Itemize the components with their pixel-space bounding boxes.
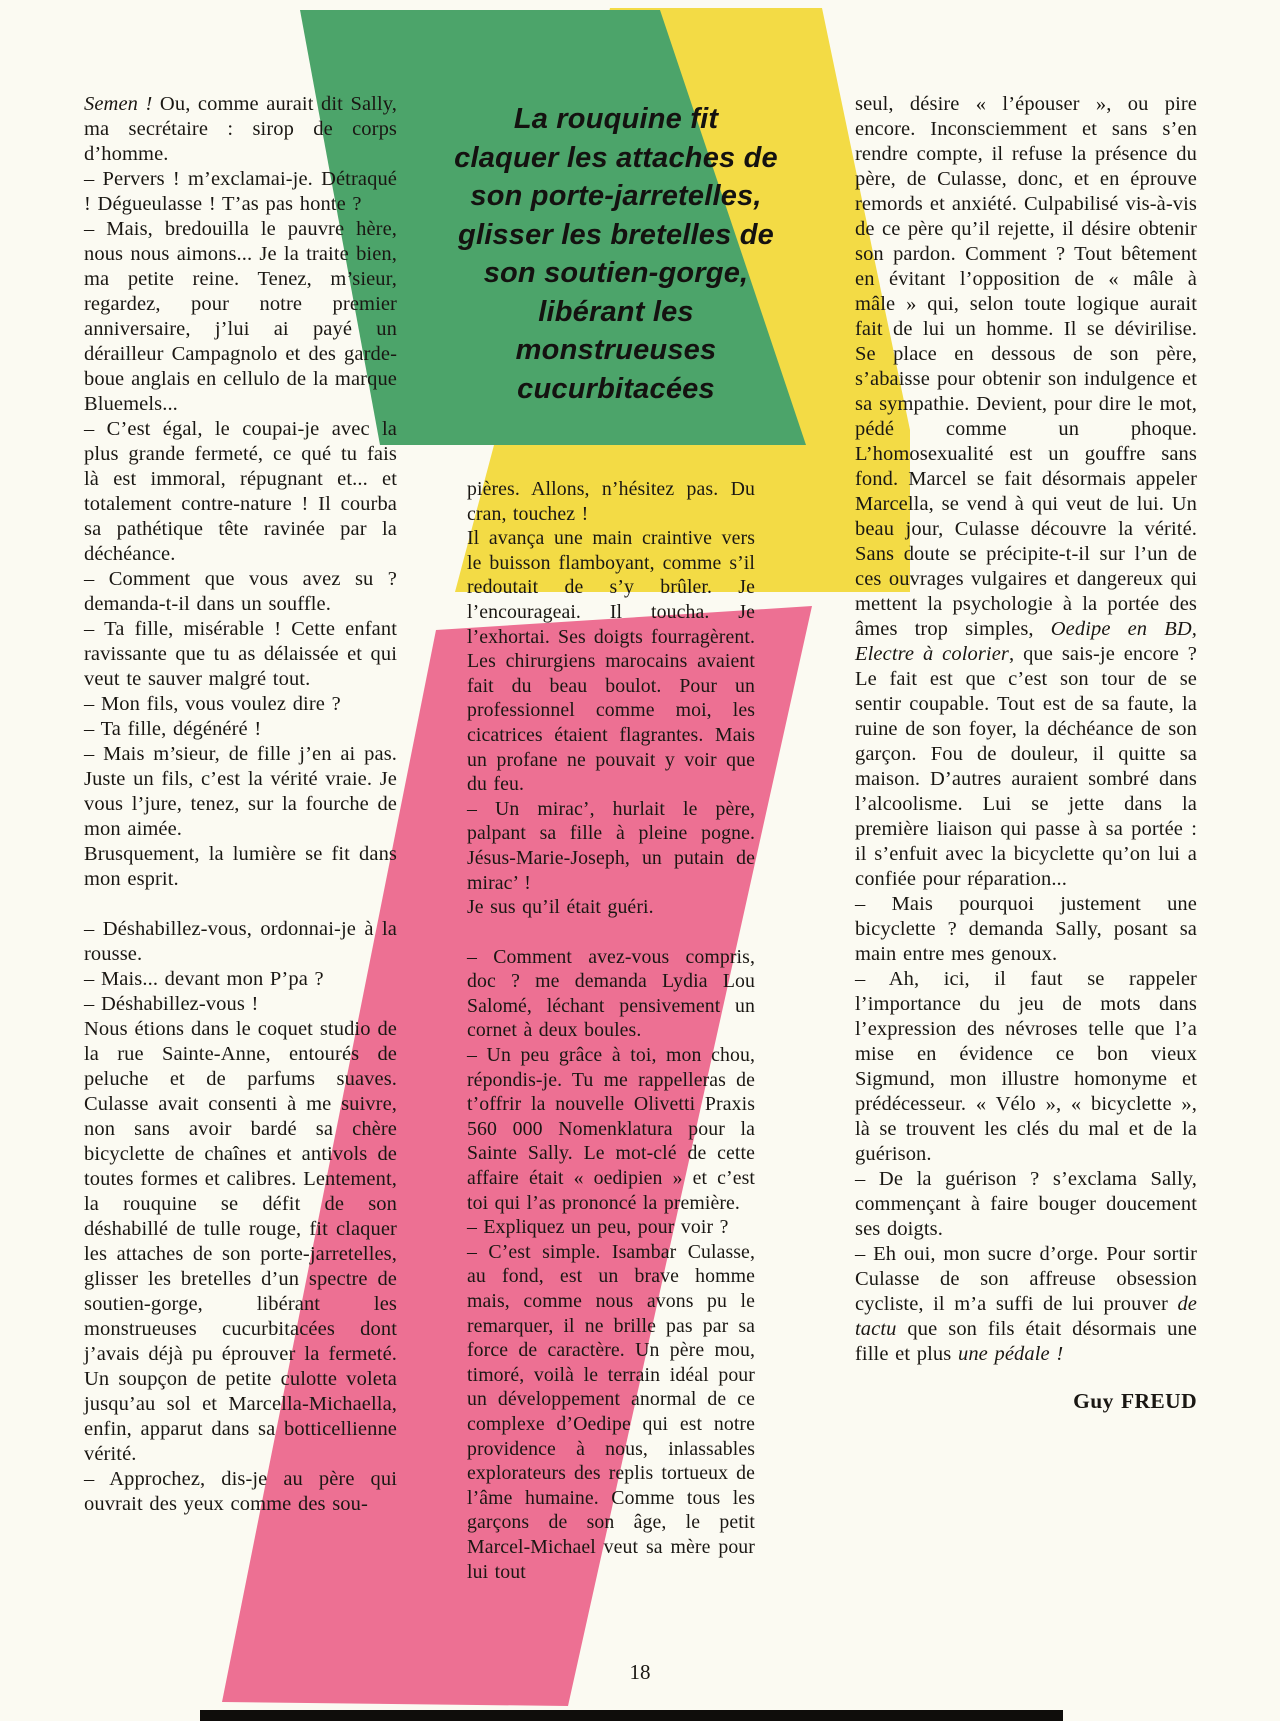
paragraph (467, 895, 755, 920)
pull-quote (428, 100, 804, 408)
paragraph (467, 1240, 755, 1584)
body-text: – Déshabillez-vous ! (84, 993, 259, 1015)
body-text: – Mais m’sieur, de fille j’en ai pas. Juste un fils, c’est la vérité vraie. Je vous l’jure, tenez, sur la fourche de mon aimée. (84, 743, 397, 840)
body-text: – Mais pourquoi justement une bicyclette ? demanda Sally, posant sa main entre mes genoux. (855, 893, 1197, 965)
body-text: pières. Allons, n’hésitez pas. Du cran, touchez ! (467, 478, 755, 525)
pull-quote-line: libérant les (538, 295, 694, 328)
pull-quote-line: La rouquine fit (513, 103, 719, 135)
italic-text: de tactu (855, 1293, 1197, 1340)
paragraph (855, 92, 1197, 892)
paragraph (84, 617, 397, 692)
body-text: – De la guérison ? s’exclama Sally, commençant à faire bouger doucement ses doigts. (855, 1168, 1197, 1240)
body-text: – Ah, ici, il faut se rappeler l’importance du jeu de mots dans l’expression des névroses telle que l’a mise en évidence ce bon vieux Sigmund, mon illustre homonyme et prédécesseur. « Vélo », « bicyclette », là se trouvent les clés du mal et de la guérison. (855, 968, 1197, 1165)
body-text: – Comment que vous avez su ? demanda-t-il dans un souffle. (84, 568, 397, 615)
body-text: – Un peu grâce à toi, mon chou, répondis-je. Tu me rappelleras de t’offrir la nouvelle Olivetti Praxis 560 000 Nomenklatura pour la Sainte Sally. Le mot-clé de cette affaire était « oedipien » et c’est toi qui l’as prononcé la première. (467, 1044, 755, 1214)
page-number: 18 (629, 1660, 651, 1684)
paragraph (84, 742, 397, 842)
paragraph (84, 217, 397, 417)
middle-column (467, 477, 755, 1584)
paragraph (467, 477, 755, 526)
paragraph (84, 417, 397, 567)
body-text: – Approchez, dis-je au père qui ouvrait des yeux comme des sou- (84, 1468, 397, 1515)
paragraph (467, 526, 755, 797)
paragraph (84, 842, 397, 892)
paragraph (84, 1017, 397, 1467)
paragraph (84, 167, 397, 217)
italic-text: Oedipe en BD, Electre à colorier (855, 618, 1197, 665)
body-text: – Ta fille, misérable ! Cette enfant ravissante que tu as délaissée et qui veut te sauver malgré tout. (84, 618, 397, 690)
pull-quote-line: glisser les bretelles de (458, 218, 774, 251)
right-column (855, 92, 1197, 1414)
body-text: – Mais, bredouilla le pauvre hère, nous nous aimons... Je la traite bien, ma petite reine. Tenez, m’sieur, regardez, pour notre premier anniversaire, j’lui ai payé un dérailleur Campagnolo et des garde-boue anglais en cellulo de la marque Bluemels... (84, 218, 397, 415)
paragraph (84, 692, 397, 717)
paragraph (84, 967, 397, 992)
paragraph (84, 717, 397, 742)
bottom-edge-bar (200, 1710, 1063, 1721)
italic-text: Semen ! (84, 93, 153, 115)
body-text: Brusquement, la lumière se fit dans mon esprit. (84, 843, 397, 890)
paragraph (855, 1167, 1197, 1242)
body-text: – Comment avez-vous compris, doc ? me demanda Lydia Lou Salomé, léchant pensivement un cornet à deux boules. (467, 945, 755, 1042)
paragraph (84, 992, 397, 1017)
pull-quote-line: son porte-jarretelles, (470, 180, 762, 212)
body-text: – Ta fille, dégénéré ! (84, 718, 262, 740)
paragraph (467, 945, 755, 1043)
body-text: – Expliquez un peu, pour voir ? (467, 1216, 729, 1239)
body-text: Nous étions dans le coquet studio de la rue Sainte-Anne, entourés de peluche et de parfums suaves. Culasse avait consenti à me suivre, non sans avoir bardé sa chère bicyclette de chaînes et antivols de toutes formes et calibres. Lentement, la rouquine se défit de son déshabillé de tulle rouge, fit claquer les attaches de son porte-jarretelles, glisser les bretelles d’un spectre de soutien-gorge, libérant les monstrueuses cucurbitacées dont j’avais déjà pu éprouver la fermeté. Un soupçon de petite culotte voleta jusqu’au sol et Marcella-Michaella, enfin, apparut dans sa botticellienne vérité. (84, 1018, 397, 1465)
pull-quote-line: claquer les attaches de (454, 141, 778, 174)
body-text: Il avança une main craintive vers le buisson flamboyant, comme s’il redoutait de s’y brûler. Je l’encourageai. Il toucha. Je l’exhortai. Ses doigts fourragèrent. Les chirurgiens marocains avaient fait du beau boulot. Pour un professionnel comme moi, les cicatrices étaient flagrantes. Mais un profane ne pouvait y voir que du feu. (467, 527, 755, 796)
body-text: – Déshabillez-vous, ordonnai-je à la rousse. (84, 918, 397, 965)
paragraph (467, 1043, 755, 1215)
body-text: que son fils était désormais une fille et plus (855, 1318, 1197, 1365)
body-text: , que sais-je encore ? Le fait est que c’est son tour de se sentir coupable. Tout est de sa faute, la ruine de son foyer, la déchéance de son garçon. Fou de douleur, il quitte sa maison. D’autres auraient sombré dans l’alcoolisme. Lui se jette dans la première liaison qui passe à sa portée : il s’enfuit avec la bicyclette qu’on lui a confiée pour réparation... (855, 643, 1197, 890)
pull-quote-line: monstrueuses (515, 334, 717, 366)
body-text: Je sus qu’il était guéri. (467, 896, 654, 919)
body-text: – C’est égal, le coupai-je avec la plus grande fermeté, ce qué tu fais là est immoral, répugnant et... et totalement contre-nature ! Il courba sa pathétique tête ravinée par la déchéance. (84, 418, 397, 565)
paragraph (467, 797, 755, 895)
paragraph (84, 917, 397, 967)
pull-quote-line: son soutien-gorge, (483, 257, 749, 289)
paragraph (855, 892, 1197, 967)
body-text: – Mon fils, vous voulez dire ? (84, 693, 341, 715)
italic-text: une pédale ! (957, 1343, 1064, 1365)
paragraph (84, 92, 397, 167)
paragraph (84, 567, 397, 617)
body-text: – Eh oui, mon sucre d’orge. Pour sortir Culasse de son affreuse obsession cycliste, il m’a suffi de lui prouver (855, 1243, 1197, 1315)
pull-quote-line: cucurbitacées (517, 372, 715, 405)
paragraph (855, 1242, 1197, 1367)
paragraph (84, 1467, 397, 1517)
body-text: – Un mirac’, hurlait le père, palpant sa fille à pleine pogne. Jésus-Marie-Joseph, un putain de mirac’ ! (467, 797, 755, 894)
paragraph (855, 967, 1197, 1167)
paragraph (467, 1215, 755, 1240)
body-text: – Mais... devant mon P’pa ? (84, 968, 324, 990)
body-text: – C’est simple. Isambar Culasse, au fond, est un brave homme mais, comme nous avons pu le remarquer, il ne brille pas par sa force de caractère. Un père mou, timoré, voilà le terrain idéal pour un développement anormal de ce complexe d’Oedipe qui est notre providence à nous, inlassables explorateurs des replis tortueux de l’âme humaine. Comme tous les garçons de son âge, le petit Marcel-Michael veut sa mère pour lui tout (467, 1240, 755, 1583)
body-text: seul, désire « l’épouser », ou pire encore. Inconsciemment et sans s’en rendre compte, il refuse la présence du père, de Culasse, donc, et en éprouve remords et anxiété. Culpabilisé vis-à-vis de ce père qu’il rejette, il désire obtenir son pardon. Comment ? Tout bêtement en évitant l’opposition de « mâle à mâle » qui, selon toute logique aurait fait de lui un homme. Il se dévirilise. Se place en dessous de son père, s’abaisse pour obtenir son indulgence et sa sympathie. Devient, pour dire le mot, pédé comme un phoque. L’homosexualité est un gouffre sans fond. Marcel se fait désormais appeler Marcella, se vend à qui veut de lui. Un beau jour, Culasse découvre la vérité. Sans doute se précipite-t-il sur l’un de ces ouvrages vulgaires et dangereux qui mettent la psychologie à la portée des âmes trop simples, (855, 93, 1197, 640)
author-signature: Guy FREUD (1073, 1389, 1197, 1413)
body-text: – Pervers ! m’exclamai-je. Détraqué ! Dégueulasse ! T’as pas honte ? (84, 168, 397, 215)
body-text: Ou, comme aurait dit Sally, ma secrétaire : sirop de corps d’homme. (84, 93, 397, 165)
right-column-text (855, 92, 1197, 1367)
left-column (84, 92, 397, 1517)
